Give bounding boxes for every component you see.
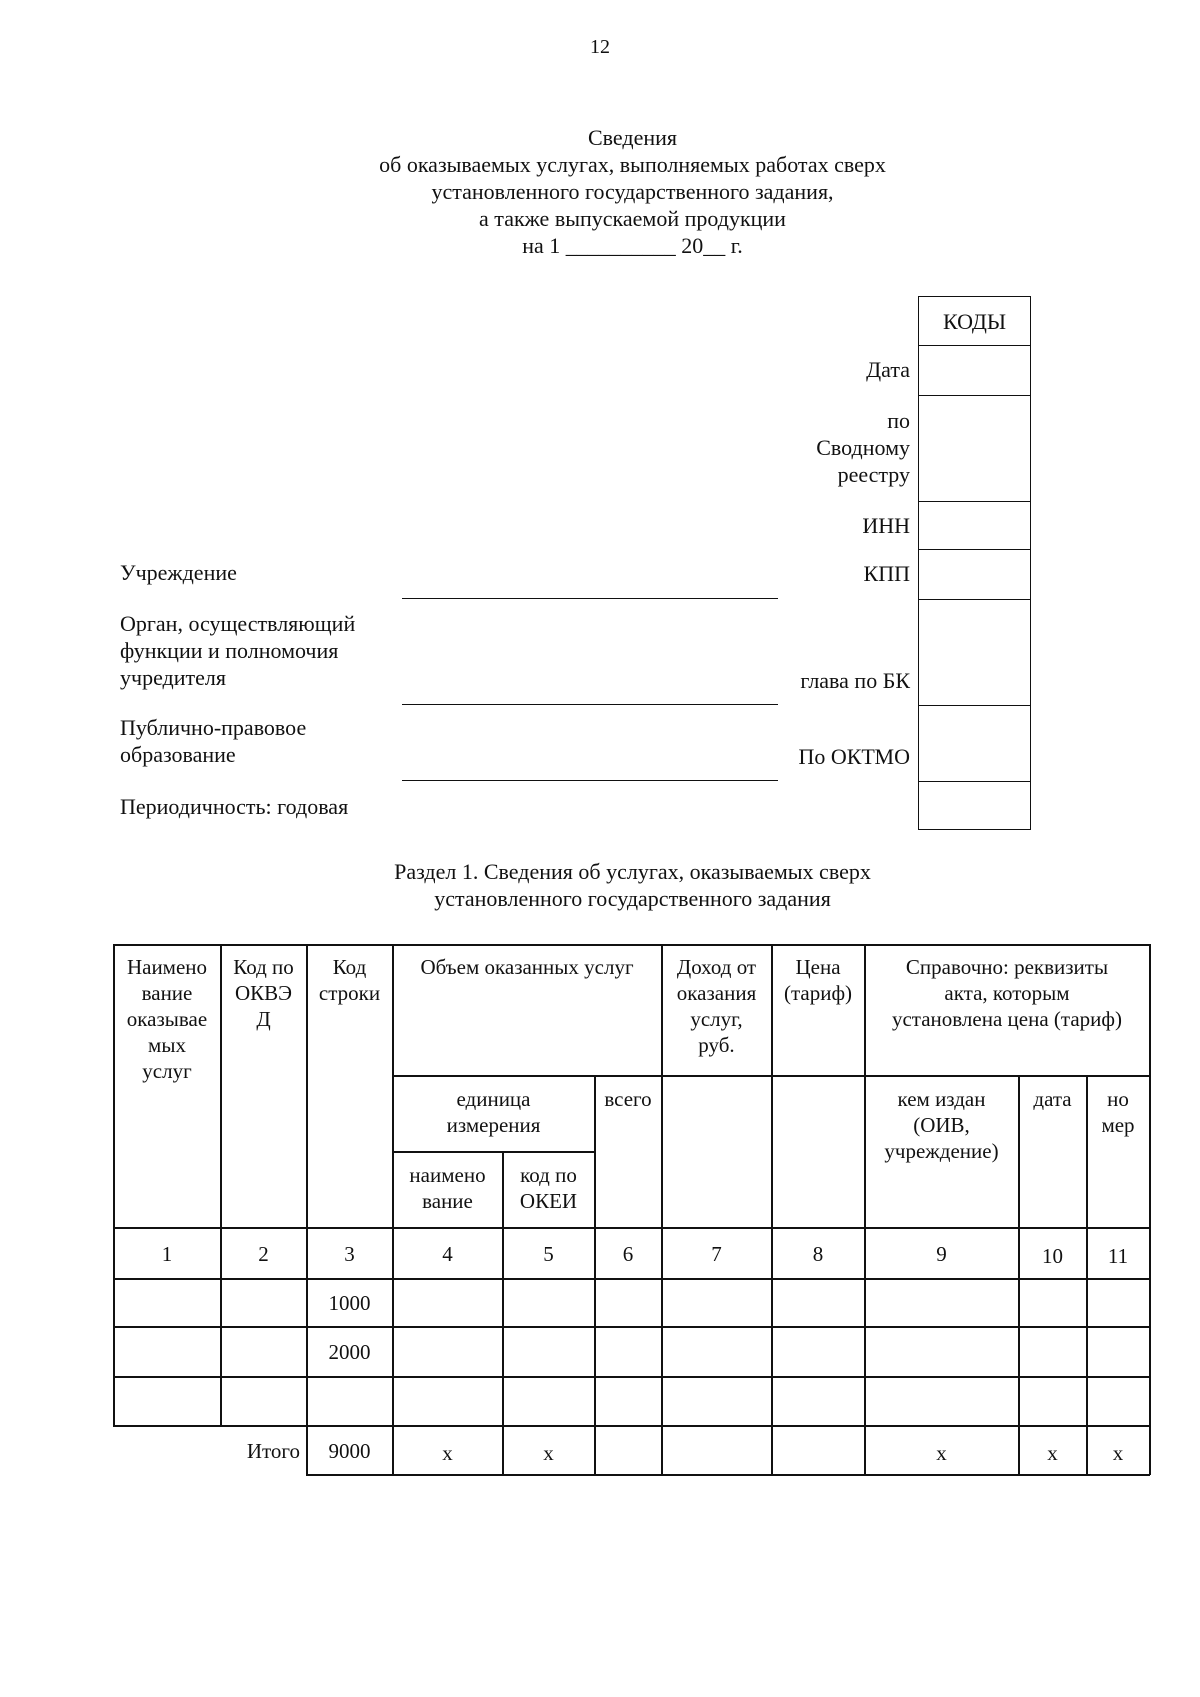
x-mark: х bbox=[936, 1441, 947, 1465]
codes-header: КОДЫ bbox=[942, 309, 1007, 334]
x-mark: х bbox=[1047, 1441, 1058, 1465]
col-number: 5 bbox=[543, 1242, 554, 1266]
col-number: 11 bbox=[1107, 1244, 1129, 1268]
col-number: 3 bbox=[344, 1242, 355, 1266]
header-number: но мер bbox=[1101, 1087, 1135, 1137]
header-income: Доход от оказания услуг, руб. bbox=[676, 955, 757, 1057]
col-number: 1 bbox=[161, 1242, 173, 1266]
header-unit-name: наимено вание bbox=[409, 1163, 486, 1213]
col-number: 6 bbox=[622, 1242, 634, 1266]
col-number: 4 bbox=[442, 1242, 453, 1266]
page-number: 12 bbox=[590, 36, 610, 58]
x-mark: х bbox=[442, 1441, 453, 1465]
title-line: а также выпускаемой продукции bbox=[479, 206, 786, 231]
municipality-label: Публично-правовое образование bbox=[120, 715, 307, 767]
header-date: дата bbox=[1033, 1087, 1072, 1111]
row-code: 1000 bbox=[328, 1291, 371, 1315]
header-okved: Код по ОКВЭ Д bbox=[233, 955, 294, 1031]
col-number: 10 bbox=[1042, 1244, 1063, 1268]
report-date-line: на 1 __________ 20__ г. bbox=[522, 233, 743, 258]
col-number: 8 bbox=[812, 1242, 824, 1266]
total-row-code: 9000 bbox=[328, 1439, 371, 1463]
total-label: Итого bbox=[246, 1439, 300, 1463]
row-code: 2000 bbox=[328, 1340, 371, 1364]
oktmo-label: По ОКТМО bbox=[798, 744, 910, 769]
col-number: 2 bbox=[258, 1242, 269, 1266]
header-total: всего bbox=[604, 1087, 652, 1111]
periodicity-label: Периодичность: годовая bbox=[120, 794, 349, 819]
inn-label: ИНН bbox=[862, 513, 910, 538]
kpp-label: КПП bbox=[863, 561, 910, 586]
header-volume: Объем оказанных услуг bbox=[420, 955, 634, 979]
registry-label: по Сводному реестру bbox=[816, 408, 910, 487]
col-number: 7 bbox=[711, 1242, 722, 1266]
header-service-name: Наимено вание оказывае мых услуг bbox=[126, 955, 208, 1083]
col-number: 9 bbox=[936, 1242, 947, 1266]
header-issuer: кем издан (ОИВ, учреждение) bbox=[884, 1087, 999, 1163]
x-mark: х bbox=[1112, 1441, 1124, 1465]
header-okei: код по ОКЕИ bbox=[519, 1163, 578, 1213]
founder-label: Орган, осуществляющий функции и полномочия учредителя bbox=[120, 611, 356, 690]
header-reference: Справочно: реквизиты акта, которым установлена цена (тариф) bbox=[891, 955, 1122, 1031]
section-title: Раздел 1. Сведения об услугах, оказываемых сверх установленного государственного задания bbox=[394, 859, 871, 911]
title-line: об оказываемых услугах, выполняемых работах сверх bbox=[379, 152, 886, 177]
title-line: установленного государственного задания, bbox=[431, 179, 834, 204]
bk-label: глава по БК bbox=[800, 668, 910, 693]
header-row-code: Код строки bbox=[318, 955, 381, 1005]
institution-label: Учреждение bbox=[120, 560, 237, 585]
date-label: Дата bbox=[866, 357, 910, 382]
x-mark: х bbox=[543, 1441, 554, 1465]
header-price: Цена (тариф) bbox=[783, 955, 853, 1005]
title-line: Сведения bbox=[587, 125, 678, 150]
header-unit: единица измерения bbox=[446, 1087, 541, 1137]
